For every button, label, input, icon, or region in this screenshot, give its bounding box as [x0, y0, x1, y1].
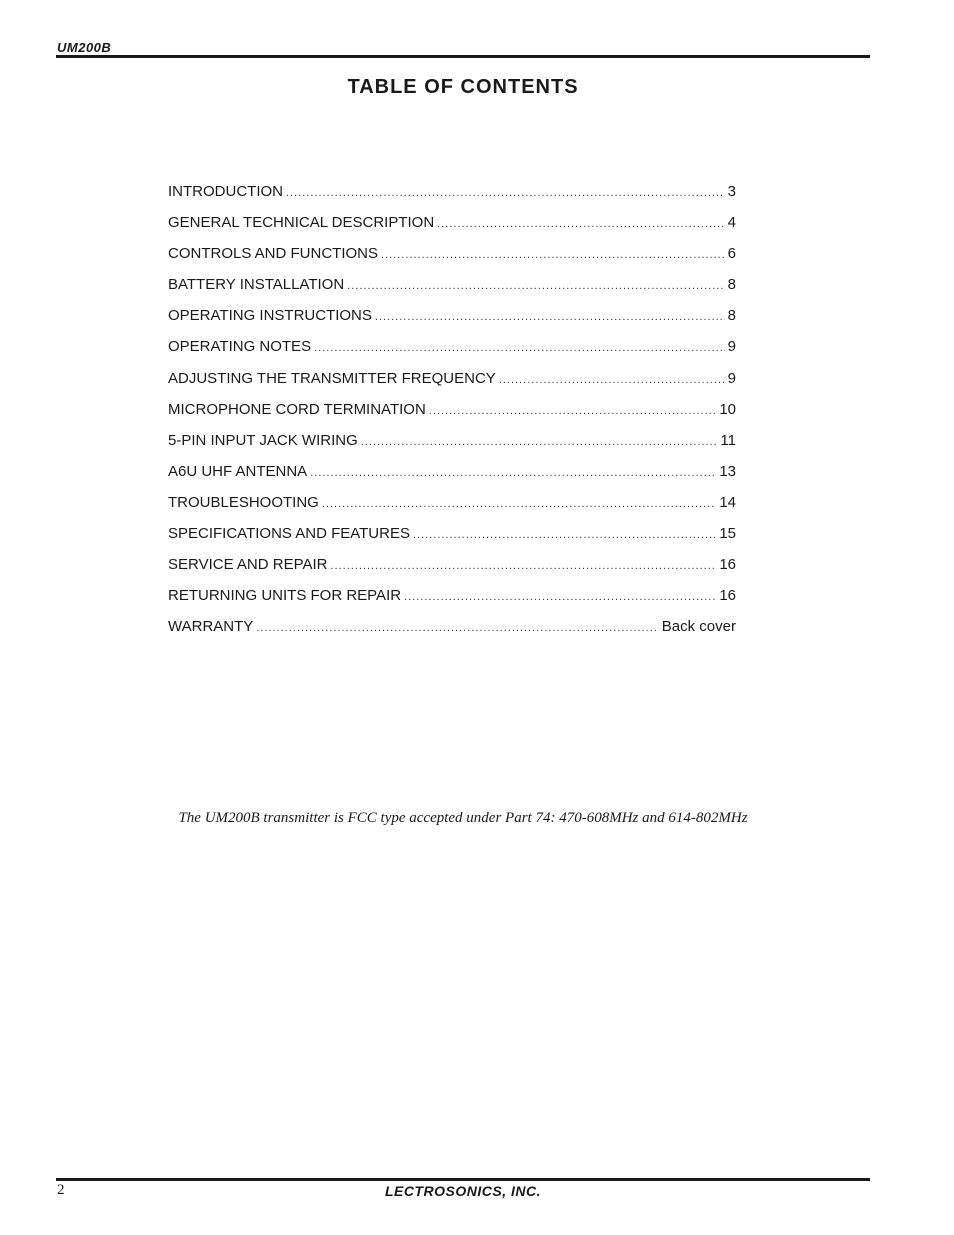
toc-entry-a6u-uhf-antenna[interactable] [168, 463, 736, 494]
page-number: 2 [57, 1182, 65, 1198]
header-model-label: UM200B [57, 40, 112, 55]
toc-entry-label: A6U UHF ANTENNA [168, 462, 308, 480]
toc-entry-operating-notes[interactable] [168, 338, 736, 369]
toc-dot-leader [314, 342, 725, 354]
toc-entry-label: BATTERY INSTALLATION [168, 276, 345, 294]
toc-entry-operating-instructions[interactable] [168, 307, 736, 338]
toc-entry-label: SPECIFICATIONS AND FEATURES [168, 525, 410, 543]
toc-dot-leader [413, 529, 716, 541]
toc-entry-page: 10 [719, 400, 736, 418]
toc-entry-label: ADJUSTING THE TRANSMITTER FREQUENCY [168, 369, 496, 387]
toc-entry-page: 13 [719, 462, 736, 480]
toc-dot-leader [286, 187, 725, 199]
toc-dot-leader [437, 218, 724, 230]
toc-entry-page: 9 [727, 338, 736, 356]
toc-entry-troubleshooting[interactable] [168, 494, 736, 525]
toc-entry-label: TROUBLESHOOTING [168, 493, 319, 511]
toc-entry-page: Back cover [661, 618, 736, 636]
toc-entry-label: GENERAL TECHNICAL DESCRIPTION [168, 214, 435, 232]
toc-entry-page: 8 [727, 307, 736, 325]
toc-dot-leader [375, 311, 725, 323]
toc-entry-returning-units-for-repair[interactable] [168, 587, 736, 618]
page-title: TABLE OF CONTENTS [347, 76, 579, 98]
toc-entry-page: 11 [720, 431, 736, 449]
toc-entry-introduction[interactable] [168, 183, 736, 214]
toc-entry-label: OPERATING NOTES [168, 338, 312, 356]
toc-entry-page: 16 [719, 587, 736, 605]
toc-entry-controls-and-functions[interactable] [168, 245, 736, 276]
fcc-type-acceptance-note: The UM200B transmitter is FCC type accepted under Part 74: 470-608MHz and 614-802MHz [178, 810, 748, 826]
toc-entry-general-technical-description[interactable] [168, 214, 736, 245]
toc-entry-microphone-cord-termination[interactable] [168, 401, 736, 432]
table-of-contents [168, 183, 736, 649]
toc-entry-page: 9 [727, 369, 736, 387]
toc-dot-leader [347, 280, 725, 292]
toc-entry-page: 3 [727, 183, 736, 200]
toc-entry-adjusting-transmitter-frequency[interactable] [168, 370, 736, 401]
toc-entry-page: 4 [727, 214, 736, 232]
toc-entry-label: INTRODUCTION [168, 183, 283, 200]
toc-dot-leader [322, 498, 716, 510]
toc-dot-leader [361, 436, 718, 448]
toc-entry-page: 8 [727, 276, 736, 294]
toc-entry-battery-installation[interactable] [168, 276, 736, 307]
toc-dot-leader [256, 622, 659, 634]
toc-entry-label: MICROPHONE CORD TERMINATION [168, 400, 426, 418]
toc-entry-page: 16 [719, 556, 736, 574]
toc-dot-leader [310, 467, 716, 479]
toc-entry-specifications-and-features[interactable] [168, 525, 736, 556]
toc-entry-5-pin-input-jack-wiring[interactable] [168, 432, 736, 463]
toc-entry-label: SERVICE AND REPAIR [168, 556, 328, 574]
footer-rule [56, 1178, 870, 1181]
toc-entry-page: 15 [719, 525, 736, 543]
toc-entry-warranty[interactable] [168, 618, 736, 649]
toc-entry-label: RETURNING UNITS FOR REPAIR [168, 587, 402, 605]
toc-entry-label: OPERATING INSTRUCTIONS [168, 307, 372, 325]
header-rule [56, 55, 870, 58]
footer-company-name: LECTROSONICS, INC. [384, 1183, 541, 1199]
toc-entry-label: CONTROLS AND FUNCTIONS [168, 245, 379, 263]
toc-entry-page: 14 [719, 493, 736, 511]
toc-entry-service-and-repair[interactable] [168, 556, 736, 587]
toc-dot-leader [499, 374, 725, 386]
toc-entry-label: WARRANTY [168, 618, 254, 636]
toc-dot-leader [331, 560, 717, 572]
toc-dot-leader [381, 249, 725, 261]
toc-entry-label: 5-PIN INPUT JACK WIRING [168, 431, 358, 449]
toc-dot-leader [404, 591, 716, 603]
toc-dot-leader [429, 405, 717, 417]
toc-entry-page: 6 [727, 245, 736, 263]
